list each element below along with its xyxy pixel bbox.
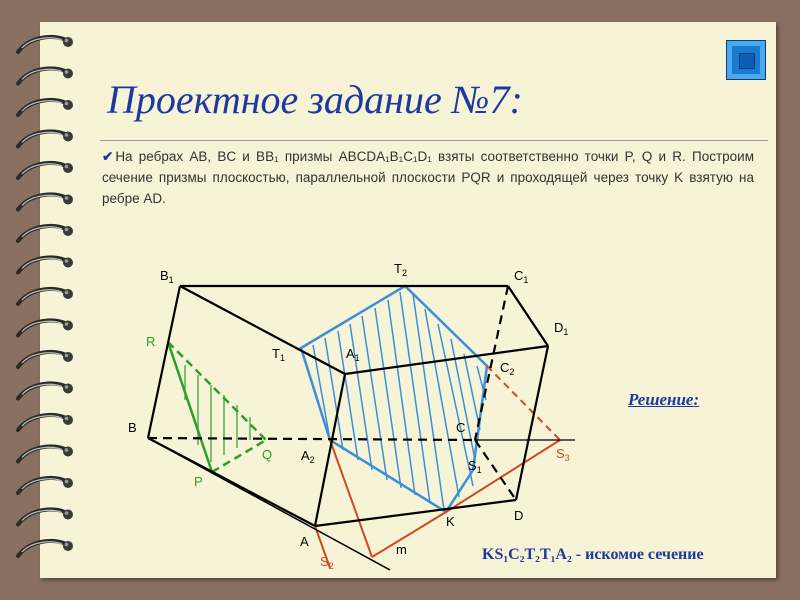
answer-section-name: KS₁C₂T₂T₁A₂ <box>482 546 572 563</box>
solution-link[interactable]: Решение: <box>628 390 700 409</box>
label-k: K <box>446 514 455 529</box>
label-s1: $S_1$ <box>468 458 482 475</box>
pqr-hatching <box>185 365 250 462</box>
label-s2: $S_2$ <box>320 554 334 571</box>
label-b: B <box>128 420 137 435</box>
label-a1: $A_1$ <box>346 346 360 363</box>
answer-description: - искомое сечение <box>571 546 704 563</box>
label-t2: $T_2$ <box>394 261 407 278</box>
problem-text: На ребрах AB, BC и BB₁ призмы ABCDA₁B₁C₁D₁ взяты соответственно точки P, Q и R. Построим сечение призмы плоскостью, параллельной плоскости PQR и проходящей через точку K взятую на ребре AD. <box>102 149 754 206</box>
page-title: Проектное задание №7: <box>107 77 523 122</box>
label-d: D <box>514 508 524 523</box>
label-t1: $T_1$ <box>272 346 285 363</box>
label-q: Q <box>262 447 273 462</box>
label-m: m <box>396 542 407 557</box>
edge-p-q <box>212 440 266 472</box>
label-a: A <box>300 534 309 549</box>
answer-text <box>482 546 704 564</box>
label-c2: $C_2$ <box>500 360 515 377</box>
label-s3: $S_3$ <box>556 446 570 463</box>
check-icon: ✔ <box>102 149 114 164</box>
edge-r-q <box>168 342 266 440</box>
label-r: R <box>146 334 156 349</box>
section-polygon <box>301 286 487 512</box>
label-b1: $B_1$ <box>160 268 174 285</box>
label-c: C <box>456 420 466 435</box>
label-d1: $D_1$ <box>554 320 569 337</box>
label-p: P <box>194 474 203 489</box>
label-a2: $A_2$ <box>301 448 315 465</box>
label-c1: $C_1$ <box>514 268 529 285</box>
